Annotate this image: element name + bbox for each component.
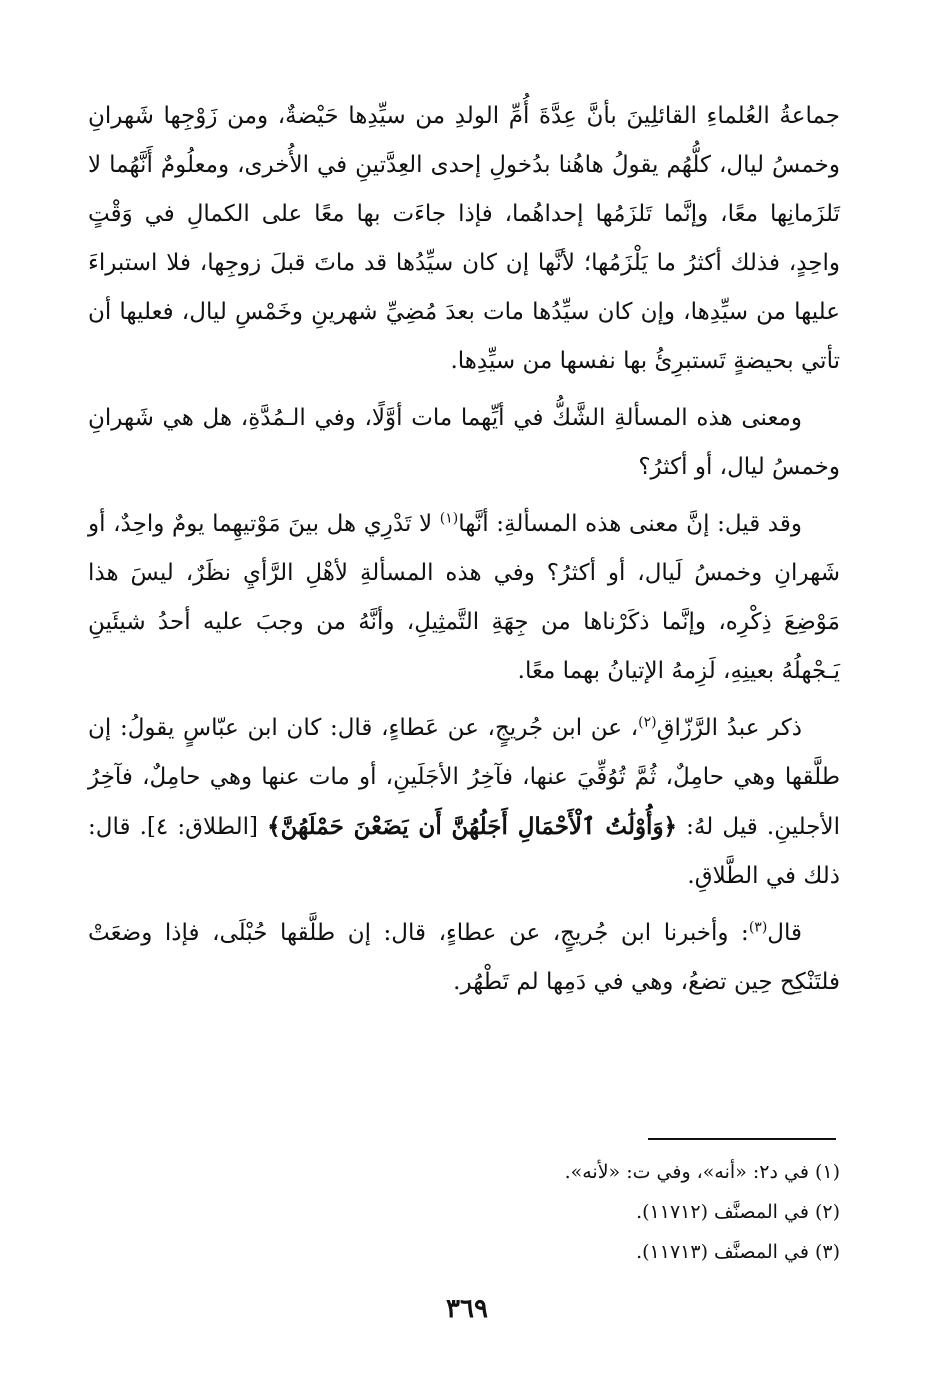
paragraph-text: ومعنى هذه المسألةِ الشَّكُّ في أيِّهما مات أوَّلًا، وفي الـمُدَّةِ، هل هي شَهرانِ وخمسُ ليال، أو أكثرُ؟ <box>88 405 840 480</box>
paragraph-text: جماعةُ العُلماءِ القائلِينَ بأنَّ عِدَّةَ أُمِّ الولدِ من سيِّدِها حَيْضةٌ، ومن زَوْجِها شَهرانِ وخمسُ ليال، كلُّهُم يقولُ هاهُنا بدُخولِ إحدى العِدَّتينِ في الأُخرى، ومعلُومٌ أَنَّهُما لا تَلزَمانِها معًا، وإنَّما تَلزَمُها إحداهُما، فإذا جاءَت بها معًا على الكمالِ في وَقْتٍ واحِدٍ، فذلك أكثرُ ما يَلْزَمُها؛ لأنَّها إن كان سيِّدُها قد ماتَ قبلَ زوجِها، فلا استبراءَ عليها من سيِّدِها، وإن كان سيِّدُها مات بعدَ مُضِيِّ شهرينِ وخَمْسِ ليال، فعليها أن تأتي بحيضةٍ تَستبرِئُ بها نفسها من سيِّدِها. <box>88 103 840 374</box>
footnote-3: (٣) في المصنَّف (١١٧١٣). <box>636 1241 840 1263</box>
paragraph-text: ، عن ابن جُريجٍ، عن عَطاءٍ، قال: كان ابن عبّاسٍ يقولُ: إن طلَّقها وهي حامِلٌ، ثُمَّ تُوُفِّيَ عنها، فآخِرُ الأجَلَينِ، أو مات عنها وهي حامِلٌ، فآخِرُ الأجلينِ. قيل لهُ: <box>88 715 840 840</box>
paragraph-1 <box>88 92 840 386</box>
footnote-divider <box>648 1138 836 1140</box>
quran-verse: ﴿وَأُوْلَٰتُ ٱلْأَحْمَالِ أَجَلُهُنَّ أَن يَضَعْنَ حَمْلَهُنَّ﴾ <box>267 813 678 840</box>
paragraph-text: لا تَدْرِي هل بينَ مَوْتيهِما يومٌ واحِدٌ، أو شَهرانِ وخمسُ لَيال، أو أكثرُ؟ وفي هذه المسألةِ لأهْلِ الرَّأيِ نظَرٌ، ليسَ هذا مَوْضِعَ ذِكْرِه، وإنَّما ذكَرْناها من جِهَةِ التَّمثِيلِ، وأنَّهُ من وجبَ عليه أحدُ شيئَينِ يَـجْهلُهُ بعينِهِ، لَزِمهُ الإتيانُ بهما معًا. <box>88 511 840 684</box>
footnote-ref-2: (٢) <box>638 714 657 731</box>
paragraph-text: ذكر عبدُ الرَّزّاقِ <box>656 715 803 741</box>
paragraph-text: وقد قيل: إنَّ معنى هذه المسألةِ: أنَّها <box>458 511 802 537</box>
paragraph-text: : وأخبرنا ابن جُريجٍ، عن عطاءٍ، قال: إن طلَّقها حُبْلَى، فإذا وضعَتْ فلتَنْكِح حِين تضعُ، وهي في دَمِها لم تَطْهُر. <box>88 920 840 995</box>
paragraph-text: قال <box>767 920 802 946</box>
paragraph-4 <box>88 704 840 901</box>
footnote-ref-1: (١) <box>439 510 459 527</box>
footnote-2: (٢) في المصنَّف (١١٧١٢). <box>636 1201 840 1223</box>
paragraph-5 <box>88 909 840 1007</box>
footnotes <box>300 1152 840 1272</box>
page-number: ٣٦٩ <box>446 1294 488 1324</box>
body-text <box>88 92 840 1011</box>
paragraph-2 <box>88 394 840 492</box>
paragraph-text: [الطلاق: ٤]. قال: ذلك في الطَّلاقِ. <box>88 814 840 889</box>
paragraph-3 <box>88 500 840 696</box>
footnote-1: (١) في د٢: «أنه»، وفي ت: «لأنه». <box>564 1161 840 1183</box>
footnote-ref-3: (٣) <box>748 919 768 936</box>
